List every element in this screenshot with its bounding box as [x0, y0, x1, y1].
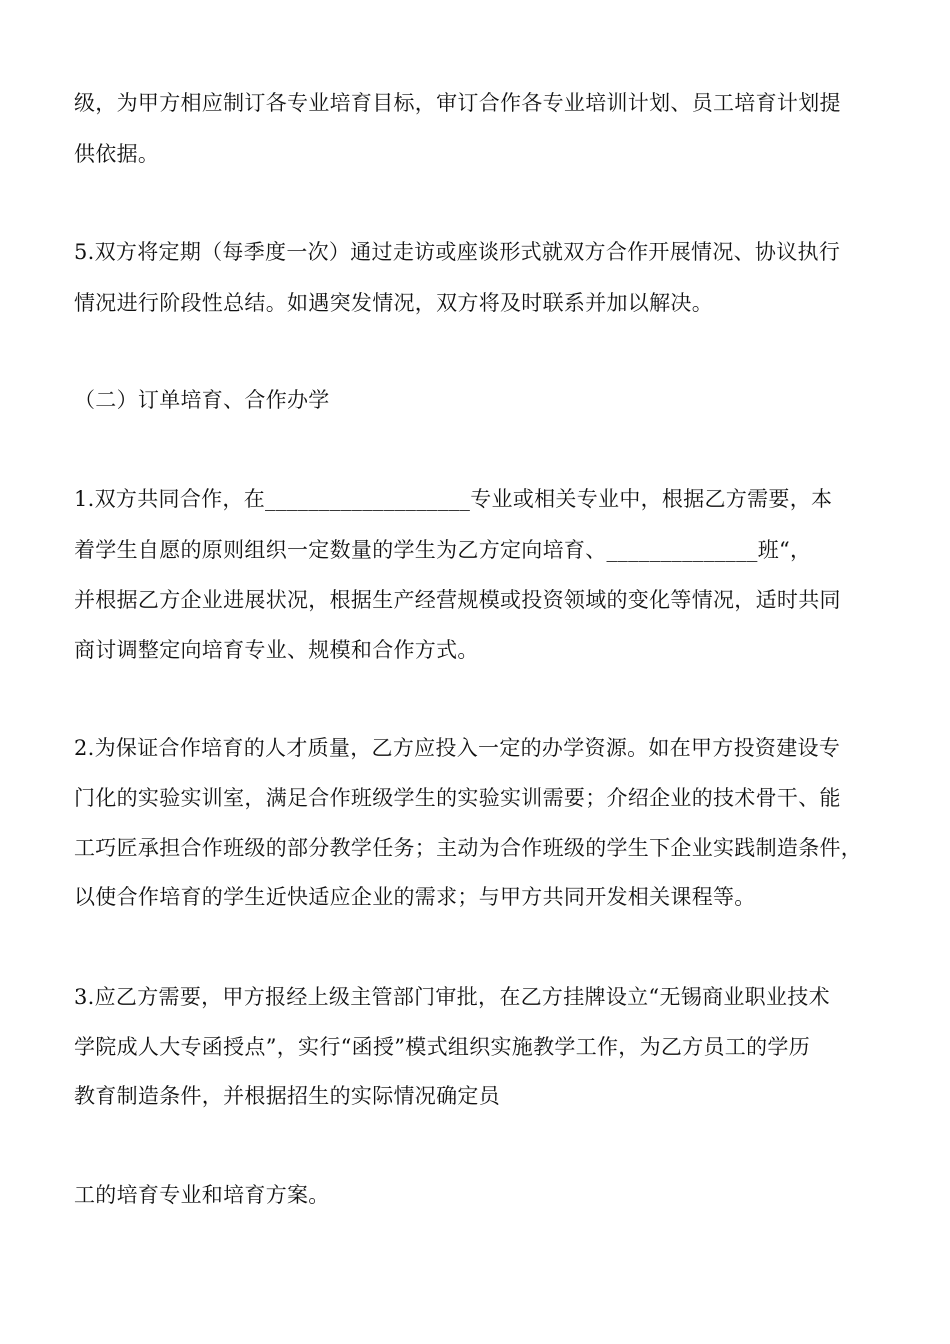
text-line: 级，为甲方相应制订各专业培育目标，审订合作各专业培训计划、员工培育计划提 — [74, 91, 841, 115]
text-line: 供依据。 — [74, 142, 160, 166]
text-line: 以使合作培育的学生近快适应企业的需求；与甲方共同开发相关课程等。 — [74, 885, 756, 909]
text-line: 情况进行阶段性总结。如遇突发情况，双方将及时联系并加以解决。 — [74, 291, 713, 315]
section-heading: （二）订单培育、合作办学 — [74, 388, 330, 412]
text-line: 教育制造条件，并根据招生的实际情况确定员 — [74, 1084, 500, 1108]
text-line: 学院成人大专函授点”，实行“函授”模式组织实施教学工作，为乙方员工的学历 — [74, 1035, 811, 1059]
text-line: 2.为保证合作培育的人才质量，乙方应投入一定的办学资源。如在甲方投资建设专 — [74, 736, 841, 760]
text-line: 工巧匠承担合作班级的部分教学任务；主动为合作班级的学生下企业实践制造条件， — [74, 836, 863, 860]
text-line: 并根据乙方企业进展状况，根据生产经营规模或投资领域的变化等情况，适时共同 — [74, 588, 841, 612]
text-line: 5.双方将定期（每季度一次）通过走访或座谈形式就双方合作开展情况、协议执行 — [74, 240, 841, 264]
text-line: 3.应乙方需要，甲方报经上级主管部门审批，在乙方挂牌设立“无锡商业职业技术 — [74, 985, 830, 1009]
text-line: 工的培育专业和培育方案。 — [74, 1183, 330, 1207]
text-line: 门化的实验实训室，满足合作班级学生的实验实训需要；介绍企业的技术骨干、能 — [74, 786, 841, 810]
text-line: 着学生自愿的原则组织一定数量的学生为乙方定向培育、______________班“， — [74, 538, 812, 562]
text-line: 商讨调整定向培育专业、规模和合作方式。 — [74, 638, 479, 662]
text-line: 1.双方共同合作，在___________________专业或相关专业中，根据乙方需要，本 — [74, 487, 833, 511]
